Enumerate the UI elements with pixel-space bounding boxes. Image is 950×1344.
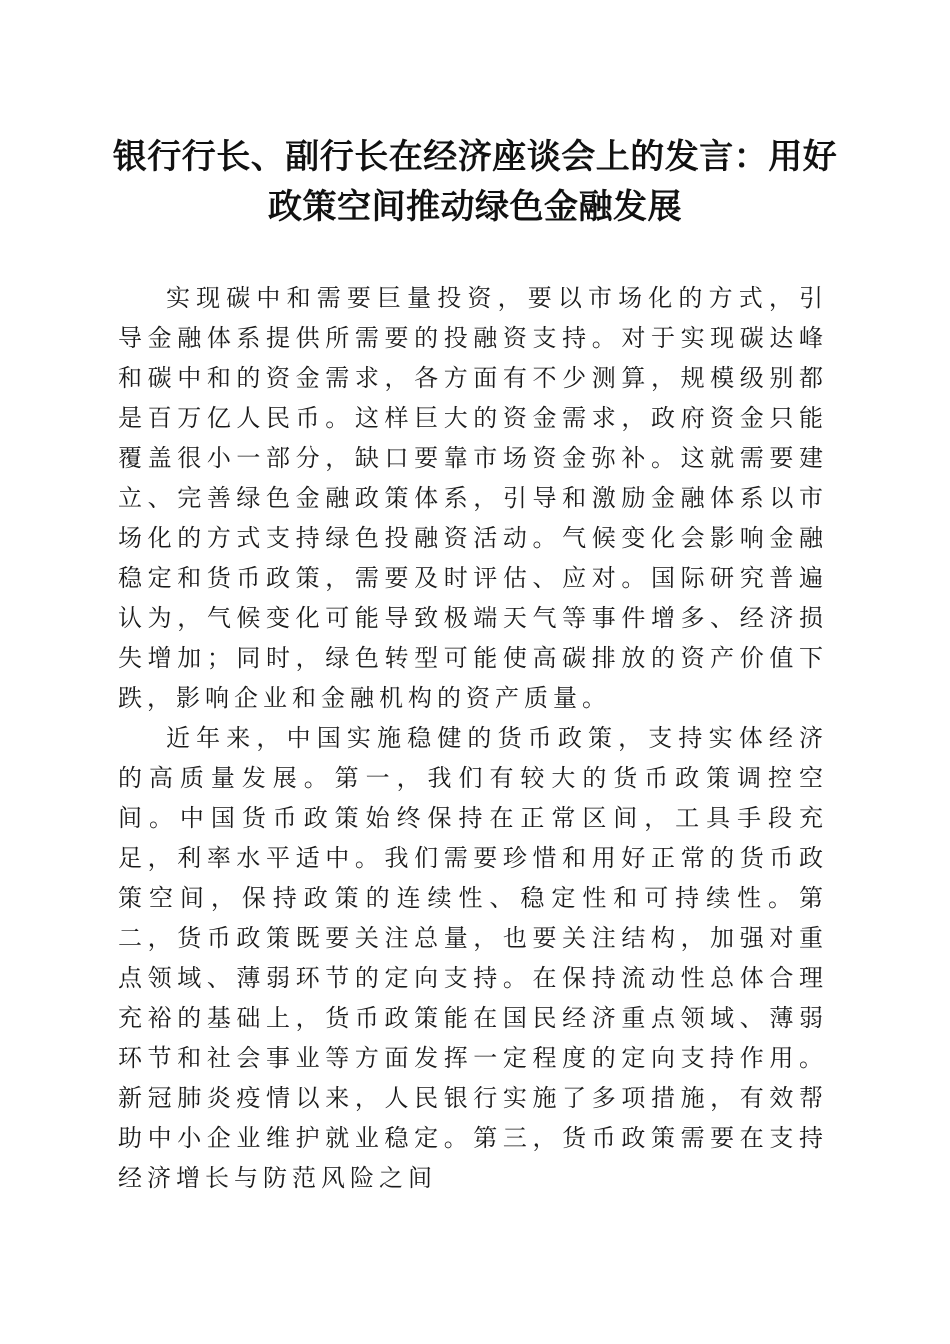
document-title: 银行行长、副行长在经济座谈会上的发言：用好政策空间推动绿色金融发展 <box>112 137 838 227</box>
paragraph-2: 近年来，中国实施稳健的货币政策，支持实体经济的高质量发展。第一，我们有较大的货币政策调控空间。中国货币政策始终保持在正常区间，工具手段充足，利率水平适中。我们需要珍惜和用好正常的货币政策空间，保持政策的连续性、稳定性和可持续性。第二，货币政策既要关注总量，也要关注结构，加强对重点领域、薄弱环节的定向支持。在保持流动性总体合理充裕的基础上，货币政策能在国民经济重点领域、薄弱环节和社会事业等方面发挥一定程度的定向支持作用。新冠肺炎疫情以来，人民银行实施了多项措施，有效帮助中小企业维护就业稳定。第三，货币政策需要在支持经济增长与防范风险之间 <box>118 724 828 1192</box>
paragraph-1: 实现碳中和需要巨量投资，要以市场化的方式，引导金融体系提供所需要的投融资支持。对于实现碳达峰和碳中和的资金需求，各方面有不少测算，规模级别都是百万亿人民币。这样巨大的资金需求，政府资金只能覆盖很小一部分，缺口要靠市场资金弥补。这就需要建立、完善绿色金融政策体系，引导和激励金融体系以市场化的方式支持绿色投融资活动。气候变化会影响金融稳定和货币政策，需要及时评估、应对。国际研究普遍认为，气候变化可能导致极端天气等事件增多、经济损失增加；同时，绿色转型可能使高碳排放的资产价值下跌，影响企业和金融机构的资产质量。 <box>118 284 828 712</box>
document-body <box>118 278 828 1198</box>
